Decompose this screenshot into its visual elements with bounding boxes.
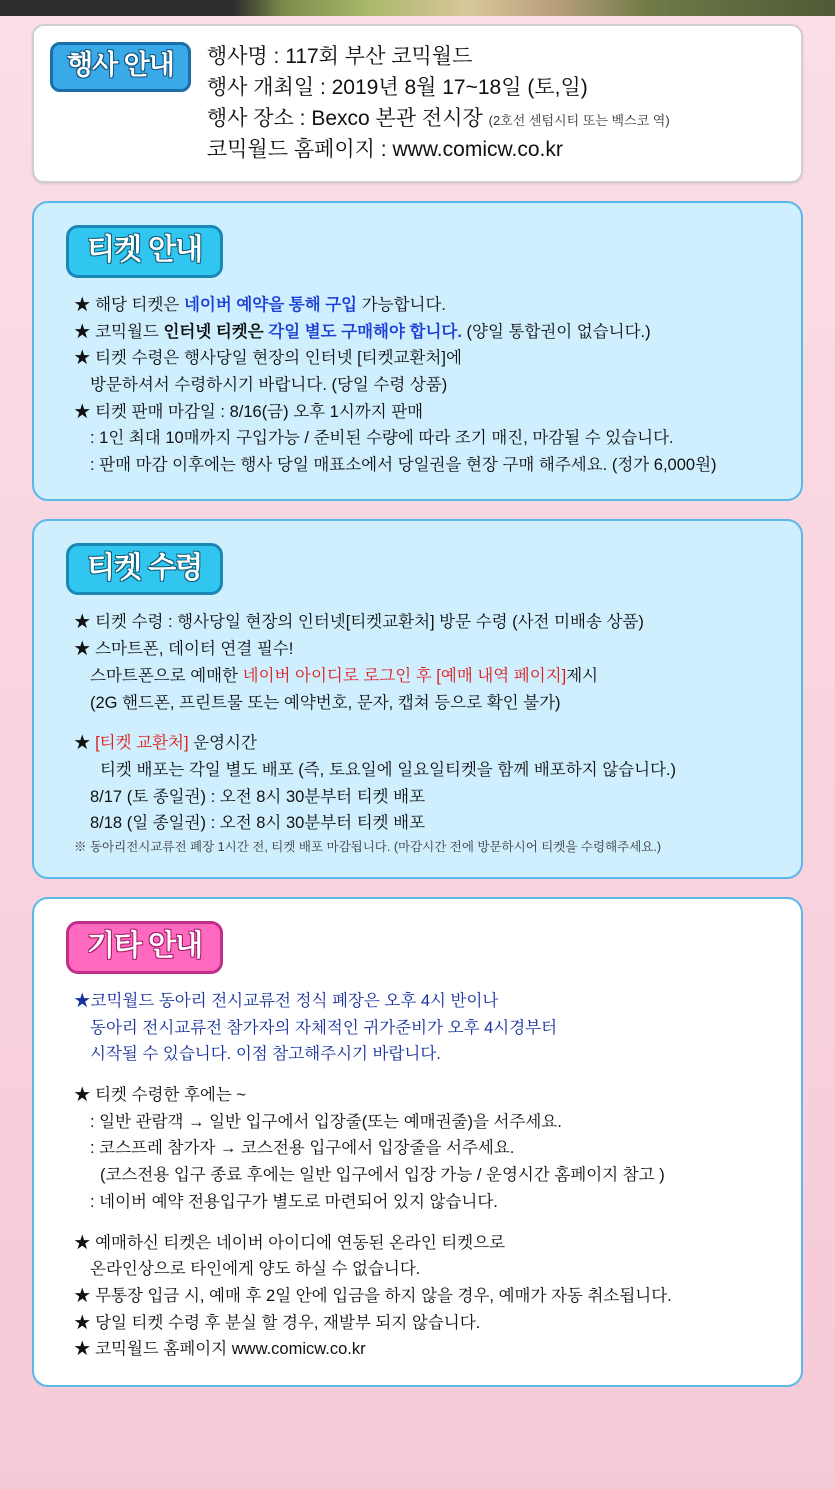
etc-line-11: ★ 무통장 입금 시, 예매 후 2일 안에 입금을 하지 않을 경우, 예매가 자동 취소됩니다. xyxy=(74,1286,672,1305)
etc-line-2: 동아리 전시교류전 참가자의 자체적인 귀가준비가 오후 4시경부터 xyxy=(90,1018,558,1037)
ticket-info-line-5: ★ 티켓 판매 마감일 : 8/16(금) 오후 1시까지 판매 xyxy=(74,402,424,421)
ticket-info-lines xyxy=(52,292,783,479)
ticket-info-line-1: ★ 해당 티켓은 네이버 예약을 통해 구입 가능합니다. xyxy=(74,295,446,314)
etc-line-3: 시작될 수 있습니다. 이점 참고해주시기 바랍니다. xyxy=(90,1045,441,1064)
etc-line-13: ★ 코믹월드 홈페이지 www.comicw.co.kr xyxy=(74,1340,366,1359)
pickup-line-2: ★ 스마트폰, 데이터 연결 필수! xyxy=(74,640,294,659)
pickup-line-7: 8/17 (토 종일권) : 오전 8시 30분부터 티켓 배포 xyxy=(90,787,426,806)
ticket-info-badge: 티켓 안내 xyxy=(66,225,223,277)
event-date-line: 행사 개최일 : 2019년 8월 17~18일 (토,일) xyxy=(206,75,588,99)
etc-line-10: 온라인상으로 타인에게 양도 하실 수 없습니다. xyxy=(90,1260,421,1279)
etc-info-card xyxy=(32,897,803,1387)
event-homepage-line: 코믹월드 홈페이지 : www.comicw.co.kr xyxy=(206,137,563,161)
etc-info-lines xyxy=(52,988,783,1363)
ticket-info-line-7: : 판매 마감 이후에는 행사 당일 매표소에서 당일권을 현장 구매 해주세요. (정가 6,000원) xyxy=(90,456,717,475)
ticket-pickup-badge: 티켓 수령 xyxy=(66,543,223,595)
pickup-line-5: ★ [티켓 교환처] 운영시간 xyxy=(74,734,257,753)
ticket-info-card xyxy=(32,201,803,500)
top-banner-strip xyxy=(0,0,835,16)
pickup-line-3: 스마트폰으로 예매한 네이버 아이디로 로그인 후 [예매 내역 페이지]제시 xyxy=(90,666,599,685)
event-info-badge: 행사 안내 xyxy=(50,42,191,92)
ticket-pickup-lines xyxy=(52,609,783,857)
notice-page xyxy=(0,16,835,1405)
ticket-info-line-2: ★ 코믹월드 인터넷 티켓은 각일 별도 구매해야 합니다. (양일 통합권이 없습니다.) xyxy=(74,322,651,341)
event-info-lines xyxy=(207,40,670,165)
ticket-info-line-6: : 1인 최대 10매까지 구입가능 / 준비된 수량에 따라 조기 매진, 마감될 수 있습니다. xyxy=(90,429,674,448)
event-venue-line: 행사 장소 : Bexco 본관 전시장 (2호선 센텀시티 또는 벡스코 역) xyxy=(206,106,670,130)
pickup-line-6: 티켓 배포는 각일 별도 배포 (즉, 토요일에 일요일티켓을 함께 배포하지 않습니다.) xyxy=(100,760,677,779)
etc-line-12: ★ 당일 티켓 수령 후 분실 할 경우, 재발부 되지 않습니다. xyxy=(74,1313,481,1332)
ticket-pickup-card xyxy=(32,519,803,879)
etc-spacer-1 xyxy=(74,1068,777,1082)
etc-line-6: : 코스프레 참가자 → 코스전용 입구에서 입장줄을 서주세요. xyxy=(90,1139,515,1158)
pickup-line-9: ※ 동아리전시교류전 폐장 1시간 전, 티켓 배포 마감됩니다. (마감시간 전에 방문하시어 티켓을 수령해주세요.) xyxy=(74,840,662,855)
ticket-info-line-4: 방문하셔서 수령하시기 바랍니다. (당일 수령 상품) xyxy=(90,376,448,395)
etc-line-4: ★ 티켓 수령한 후에는 ~ xyxy=(74,1085,246,1104)
etc-line-9: ★ 예매하신 티켓은 네이버 아이디에 연동된 온라인 티켓으로 xyxy=(74,1233,506,1252)
pickup-line-8: 8/18 (일 종일권) : 오전 8시 30분부터 티켓 배포 xyxy=(90,814,426,833)
event-name-line: 행사명 : 117회 부산 코믹월드 xyxy=(206,45,473,68)
event-info-card xyxy=(32,24,803,183)
pickup-spacer xyxy=(74,716,777,730)
etc-line-1: ★코믹월드 동아리 전시교류전 정식 폐장은 오후 4시 반이나 xyxy=(74,991,499,1010)
etc-line-8: : 네이버 예약 전용입구가 별도로 마련되어 있지 않습니다. xyxy=(90,1192,498,1211)
pickup-line-4: (2G 핸드폰, 프린트물 또는 예약번호, 문자, 캡쳐 등으로 확인 불가) xyxy=(90,693,561,712)
ticket-info-line-3: ★ 티켓 수령은 행사당일 현장의 인터넷 [티켓교환처]에 xyxy=(74,349,462,368)
etc-spacer-2 xyxy=(74,1216,777,1230)
pickup-line-1: ★ 티켓 수령 : 행사당일 현장의 인터넷[티켓교환처] 방문 수령 (사전 미배송 상품) xyxy=(74,613,644,632)
etc-line-5: : 일반 관람객 → 일반 입구에서 입장줄(또는 예매권줄)을 서주세요. xyxy=(90,1112,562,1131)
etc-info-badge: 기타 안내 xyxy=(66,921,223,973)
etc-line-7: (코스전용 입구 종료 후에는 일반 입구에서 입장 가능 / 운영시간 홈페이지 참고 ) xyxy=(100,1166,665,1185)
